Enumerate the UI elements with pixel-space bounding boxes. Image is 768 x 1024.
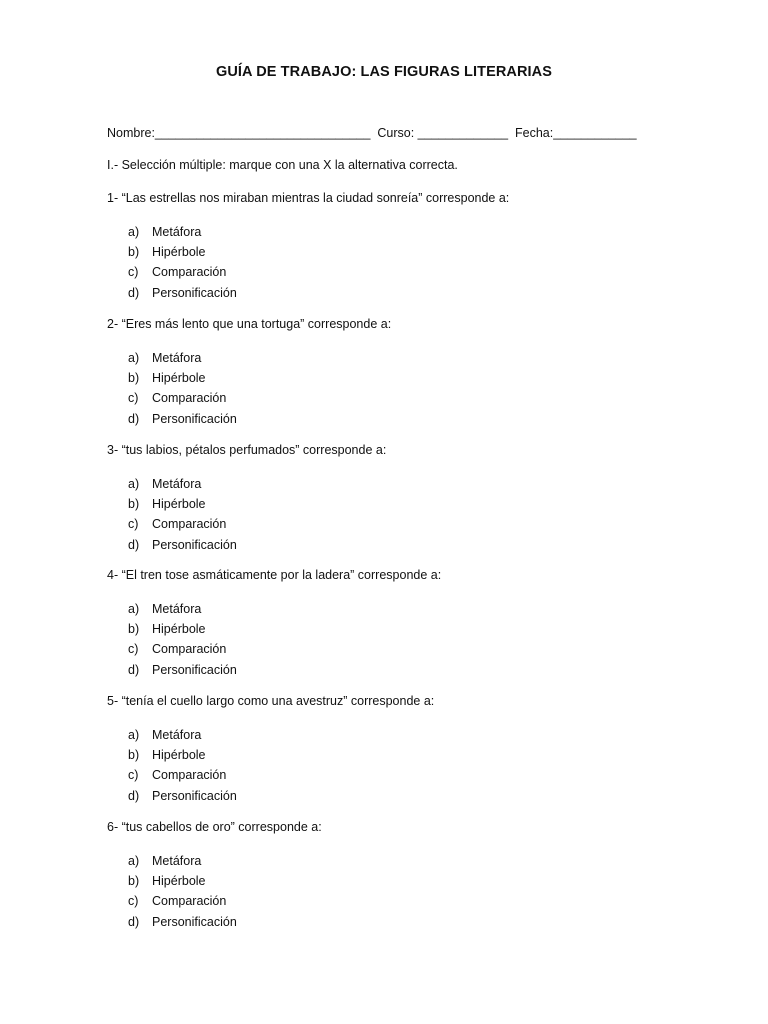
option-c: c) Comparación	[128, 517, 227, 532]
option-c: c) Comparación	[128, 391, 227, 406]
option-a: a) Metáfora	[128, 477, 202, 491]
question-5: 5- “tenía el cuello largo como una avestruz” corresponde a:	[107, 694, 435, 708]
question-6: 6- “tus cabellos de oro” corresponde a:	[107, 820, 322, 834]
question-2-options	[128, 348, 237, 429]
question-3-options	[128, 474, 237, 555]
option-a: a) Metáfora	[128, 602, 202, 616]
question-2: 2- “Eres más lento que una tortuga” corresponde a:	[107, 317, 392, 331]
option-d: d) Personificación	[128, 411, 237, 426]
question-3: 3- “tus labios, pétalos perfumados” corresponde a:	[107, 443, 387, 457]
question-1: 1- “Las estrellas nos miraban mientras la ciudad sonreía” corresponde a:	[107, 191, 510, 205]
option-c: c) Comparación	[128, 642, 227, 657]
option-d: d) Personificación	[128, 662, 237, 677]
option-b: b) Hipérbole	[128, 622, 206, 637]
option-a: a) Metáfora	[128, 351, 202, 365]
instruction-text: I.- Selección múltiple: marque con una X la alternativa correcta.	[107, 158, 458, 172]
option-d: d) Personificación	[128, 914, 237, 929]
option-d: d) Personificación	[128, 788, 237, 803]
option-c: c) Comparación	[128, 265, 227, 280]
option-b: b) Hipérbole	[128, 748, 206, 763]
option-d: d) Personificación	[128, 285, 237, 300]
question-5-options	[128, 725, 237, 806]
option-a: a) Metáfora	[128, 225, 202, 239]
option-a: a) Metáfora	[128, 854, 202, 868]
question-1-options	[128, 222, 237, 303]
question-4: 4- “El tren tose asmáticamente por la ladera” corresponde a:	[107, 568, 442, 582]
question-4-options	[128, 599, 237, 680]
document-title: GUÍA DE TRABAJO: LAS FIGURAS LITERARIAS	[215, 64, 553, 80]
option-b: b) Hipérbole	[128, 874, 206, 889]
option-b: b) Hipérbole	[128, 497, 206, 512]
option-c: c) Comparación	[128, 894, 227, 909]
student-info-line: Nombre:_______________________________ Curso: _____________ Fecha:____________	[107, 126, 637, 140]
option-a: a) Metáfora	[128, 728, 202, 742]
option-d: d) Personificación	[128, 537, 237, 552]
option-b: b) Hipérbole	[128, 371, 206, 386]
option-b: b) Hipérbole	[128, 245, 206, 260]
option-c: c) Comparación	[128, 768, 227, 783]
question-6-options	[128, 851, 237, 932]
